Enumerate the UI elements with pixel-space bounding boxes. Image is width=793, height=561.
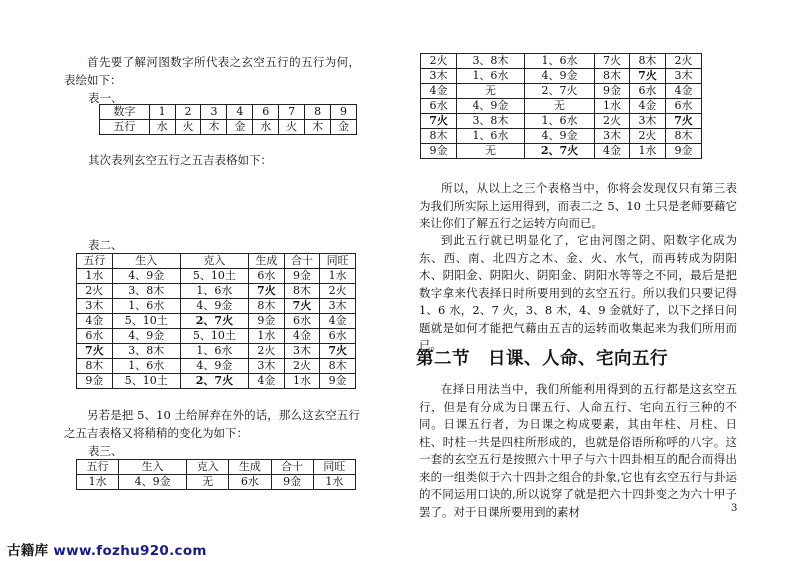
table-cell: 2火 [77, 284, 113, 299]
table-cell: 金 [227, 120, 253, 135]
table-cell: 1、6水 [524, 114, 594, 129]
table-cell: 水 [149, 120, 175, 135]
table-cell: 4金 [665, 84, 701, 99]
table-cell: 6水 [77, 329, 113, 344]
table-row [77, 314, 356, 329]
table-cell: 6水 [629, 84, 665, 99]
table-cell: 6水 [421, 99, 457, 114]
table-cell: 9金 [595, 84, 630, 99]
table-cell: 9金 [271, 475, 313, 490]
table-cell: 8木 [629, 54, 665, 69]
table-cell: 木 [305, 120, 331, 135]
table-row [77, 299, 356, 314]
table-cell: 9金 [665, 144, 701, 159]
table-header-cell: 生入 [119, 460, 187, 475]
table-cell: 火 [175, 120, 201, 135]
table-cell: 1水 [77, 269, 113, 284]
sentence-table2-intro: 其次表列玄空五行之五吉表格如下： [88, 153, 272, 167]
table-cell: 4、9金 [112, 269, 180, 284]
table-cell: 1水 [313, 475, 355, 490]
table-cell: 1水 [284, 374, 320, 389]
table-header-cell: 同旺 [313, 460, 355, 475]
table-cell: 4、9金 [119, 475, 187, 490]
table-cell: 4、9金 [524, 129, 594, 144]
table-cell: 金 [331, 120, 357, 135]
table-cell: 3、8木 [112, 284, 180, 299]
table-cell: 9金 [284, 269, 320, 284]
table-row [77, 374, 356, 389]
table-cell: 6水 [665, 99, 701, 114]
table-header-cell: 合十 [284, 254, 320, 269]
table-cell: 5、10土 [180, 269, 248, 284]
table-cell: 7火 [284, 299, 320, 314]
para-five-elements: 到此五行就已明显化了，它由河图之阴、阳数字化成为东、西、南、北四方之木、金、火、水气，而再转成为阴阳木、阴阳金、阴阳火、阴阳金、阴阳水等等之不同，最后是把数字拿来代表择日时所要用到的玄空五行。所以我们只要记得 1、6 水，2、7 火，3、8 木，4、9 金就好了，以下之择日问题就是如何才能把气藉由五吉的运转而收集起来为我们所用而已。 [419, 233, 737, 352]
table-cell: 9金 [320, 374, 356, 389]
table-header-cell: 五行 [100, 120, 150, 135]
table-cell: 4 [227, 105, 253, 120]
table-row [421, 144, 702, 159]
table2-header-row [77, 254, 356, 269]
table-row [421, 54, 702, 69]
table-cell: 1 [149, 105, 175, 120]
table-cell: 8 [305, 105, 331, 120]
table-cell: 8木 [595, 69, 630, 84]
table-cell: 8木 [320, 359, 356, 374]
table-cell: 3木 [665, 69, 701, 84]
table-cell: 5、10土 [180, 329, 248, 344]
para-summary: 所以，从以上之三个表格当中，你将会发现仅只有第三表为我们所实际上运用得到，而表二之 5、10 土只是老师要藉它来让你们了解五行之运转方向而已。 [419, 181, 737, 230]
table-cell: 7火 [77, 344, 113, 359]
table-cell: 9金 [77, 374, 113, 389]
table2 [76, 253, 356, 389]
table-cell: 2火 [595, 114, 630, 129]
table-header-cell: 生成 [249, 254, 285, 269]
table-header-cell: 克入 [187, 460, 229, 475]
table-cell: 8木 [421, 129, 457, 144]
table-cell: 1水 [595, 99, 630, 114]
table-cell: 4、9金 [180, 359, 248, 374]
table-cell: 无 [187, 475, 229, 490]
table-row [77, 344, 356, 359]
table3-title: 表三、 [88, 444, 123, 458]
table1 [99, 104, 357, 135]
table1-element-row [100, 120, 357, 135]
table-cell: 5、10土 [112, 314, 180, 329]
table-cell: 2、7火 [524, 84, 594, 99]
table-row [421, 99, 702, 114]
table1-number-row [100, 105, 357, 120]
table-cell: 2火 [665, 54, 701, 69]
table-header-cell: 五行 [77, 460, 119, 475]
table-row [421, 114, 702, 129]
table-cell: 6水 [229, 475, 271, 490]
table-cell: 4、9金 [457, 99, 525, 114]
table-cell: 7 [279, 105, 305, 120]
table-cell: 1、6水 [457, 69, 525, 84]
table-cell: 4金 [284, 329, 320, 344]
table-row [77, 284, 356, 299]
table-cell: 1水 [629, 144, 665, 159]
table-row [421, 69, 702, 84]
table-cell: 8木 [665, 129, 701, 144]
table-header-cell: 五行 [77, 254, 113, 269]
table-cell: 6水 [284, 314, 320, 329]
table1-title: 表一、 [88, 91, 123, 105]
table-cell: 8木 [249, 299, 285, 314]
table-cell: 1水 [77, 475, 119, 490]
table-header-cell: 生入 [112, 254, 180, 269]
table-cell: 9 [331, 105, 357, 120]
table-cell: 4、9金 [524, 69, 594, 84]
table-cell: 木 [201, 120, 227, 135]
table-cell: 7火 [595, 54, 630, 69]
table-cell: 无 [457, 144, 525, 159]
table-cell: 2火 [629, 129, 665, 144]
site-watermark [7, 539, 207, 559]
table-cell: 1、6水 [457, 129, 525, 144]
table-cell: 3木 [595, 129, 630, 144]
table-cell: 2火 [421, 54, 457, 69]
table-cell: 1、6水 [180, 344, 248, 359]
table-row [77, 359, 356, 374]
table-cell: 2、7火 [180, 314, 248, 329]
table-cell: 7火 [249, 284, 285, 299]
para-table3-intro: 另若是把 5、10 土给屏弃在外的话，那么这玄空五行之五吉表格又将稍稍的变化为如下： [64, 408, 360, 440]
table-cell: 4金 [320, 314, 356, 329]
table-cell: 3木 [249, 359, 285, 374]
table-cell: 6 [253, 105, 279, 120]
table-cell: 3 [201, 105, 227, 120]
table-cell: 3木 [320, 299, 356, 314]
table-cell: 1、6水 [112, 299, 180, 314]
table3-continued [420, 53, 702, 159]
table-cell: 2、7火 [524, 144, 594, 159]
table-cell: 4、9金 [180, 299, 248, 314]
table-cell: 1、6水 [524, 54, 594, 69]
table-row [77, 269, 356, 284]
table-cell: 2 [175, 105, 201, 120]
table-header-cell: 合十 [271, 460, 313, 475]
table-cell: 1、6水 [180, 284, 248, 299]
table-header-cell: 生成 [229, 460, 271, 475]
table-cell: 7火 [421, 114, 457, 129]
table3-header-row [77, 460, 356, 475]
table-cell: 6水 [320, 329, 356, 344]
table-cell: 4金 [629, 99, 665, 114]
table-cell: 3、8木 [457, 114, 525, 129]
table-cell: 2火 [320, 284, 356, 299]
table-cell: 4金 [249, 374, 285, 389]
site-url: www.fozhu920.com [53, 543, 207, 559]
table-cell: 4金 [77, 314, 113, 329]
table-cell: 4金 [421, 84, 457, 99]
table-cell: 2火 [249, 344, 285, 359]
table-cell: 4金 [595, 144, 630, 159]
table-cell: 8木 [284, 284, 320, 299]
table2-title: 表二、 [88, 238, 123, 252]
table-row [421, 129, 702, 144]
table-cell: 2、7火 [180, 374, 248, 389]
table-cell: 3、8木 [457, 54, 525, 69]
table-cell: 7火 [665, 114, 701, 129]
table-cell: 2火 [284, 359, 320, 374]
page-number: 3 [731, 503, 738, 514]
table-header-cell: 数字 [100, 105, 150, 120]
table-cell: 3木 [421, 69, 457, 84]
table-cell: 1水 [320, 269, 356, 284]
table-cell: 9金 [421, 144, 457, 159]
table-cell: 3木 [284, 344, 320, 359]
table-cell: 7火 [320, 344, 356, 359]
site-name: 古籍库 [7, 543, 49, 559]
table-cell: 3、8木 [112, 344, 180, 359]
table-cell: 火 [279, 120, 305, 135]
table-cell: 4、9金 [112, 329, 180, 344]
table-header-cell: 克入 [180, 254, 248, 269]
table-cell: 无 [524, 99, 594, 114]
table-cell: 无 [457, 84, 525, 99]
intro-paragraph: 首先要了解河图数字所代表之玄空五行的五行为何，表绘如下： [64, 55, 360, 87]
table-cell: 3木 [629, 114, 665, 129]
table-cell: 5、10土 [112, 374, 180, 389]
table-cell: 3木 [77, 299, 113, 314]
para-day-course: 在择日用法当中，我们所能利用得到的五行都是这玄空五行，但是有分成为日课五行、人命五行、宅向五行三种的不同。日课五行者，为日课之构成要素，其由年柱、月柱、日柱、时柱一共是四柱所形成的，也就是俗语所称呼的八字。这一套的玄空五行是按照六十甲子与六十四卦相互的配合而得出来的一组类似于六十四卦之组合的卦象,它也有玄空五行与卦运的不同运用口诀的,所以说穿了就是把六十四卦变之为六十甲子罢了。对于日课所要用到的素材 [419, 382, 737, 519]
table3 [76, 459, 356, 490]
table-cell: 1水 [249, 329, 285, 344]
table-header-cell: 同旺 [320, 254, 356, 269]
table-cell: 7火 [629, 69, 665, 84]
table-cell: 6水 [249, 269, 285, 284]
table-row [77, 329, 356, 344]
table-row [421, 84, 702, 99]
table-cell: 1、6水 [112, 359, 180, 374]
table-cell: 水 [253, 120, 279, 135]
section-heading: 第二节 日课、人命、宅向五行 [416, 349, 668, 369]
table-cell: 9金 [249, 314, 285, 329]
table-cell: 8木 [77, 359, 113, 374]
table-row [77, 475, 356, 490]
